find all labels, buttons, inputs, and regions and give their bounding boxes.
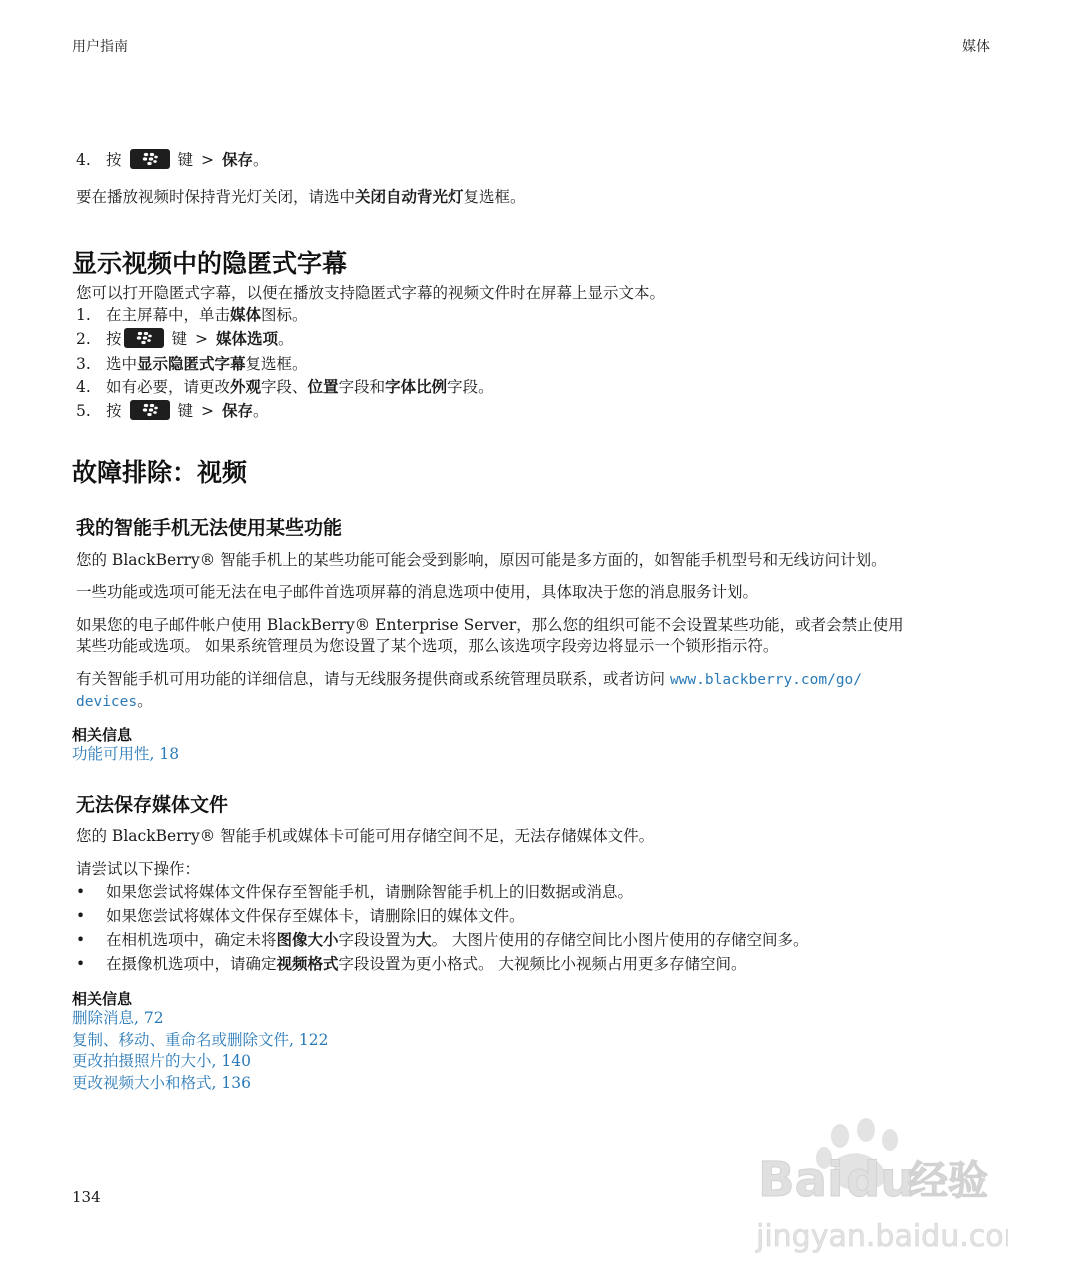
related-link[interactable]: 更改拍摄照片的大小, 140 — [72, 1052, 251, 1070]
step-4-save: 4. 按 键 > 保存。 — [76, 151, 269, 169]
svg-text:du: du — [846, 1152, 915, 1208]
list-item: • 在摄像机选项中，请确定视频格式字段设置为更小格式。 大视频比小视频占用更多存储空间。 — [76, 955, 747, 973]
related-link[interactable]: 复制、移动、重命名或删除文件, 122 — [72, 1031, 329, 1049]
header-left: 用户指南 — [72, 39, 128, 55]
watermark-url: jingyan.baidu.com — [756, 1219, 1008, 1254]
captions-step-4: 4. 如有必要，请更改外观字段、位置字段和字体比例字段。 — [76, 378, 494, 396]
section-features-heading: 我的智能手机无法使用某些功能 — [76, 517, 343, 539]
troubleshoot-heading: 故障排除：视频 — [72, 458, 248, 487]
blackberry-devices-link[interactable]: www.blackberry.com/go/ — [669, 672, 863, 688]
captions-step-1: 1. 在主屏幕中，单击媒体图标。 — [76, 306, 308, 324]
blackberry-devices-link-continued[interactable]: devices — [76, 694, 138, 710]
related-info-heading: 相关信息 — [72, 726, 133, 744]
list-item: • 在相机选项中，确定未将图像大小字段设置为大。 大图片使用的存储空间比小图片使用的存储空间多。 — [76, 931, 809, 949]
features-paragraph-4-line-2: devices。 — [76, 692, 153, 710]
blackberry-menu-key-icon — [130, 149, 170, 169]
list-item: • 如果您尝试将媒体文件保存至媒体卡，请删除旧的媒体文件。 — [76, 907, 525, 925]
backlight-note: 要在播放视频时保持背光灯关闭，请选中关闭自动背光灯复选框。 — [76, 188, 526, 206]
baidu-jingyan-watermark — [748, 1118, 1008, 1268]
blackberry-menu-key-icon — [130, 400, 170, 420]
page-number: 134 — [72, 1188, 101, 1206]
media-save-paragraph-2: 请尝试以下操作： — [76, 860, 201, 878]
baidu-paw-logo-icon — [748, 1118, 1008, 1268]
features-paragraph-4: 有关智能手机可用功能的详细信息，请与无线服务提供商或系统管理员联系，或者访问 www.blackberry.com/go/ — [76, 670, 863, 688]
blackberry-menu-key-icon — [124, 328, 164, 348]
features-paragraph-3-line-1: 如果您的电子邮件帐户使用 BlackBerry® Enterprise Server，那么您的组织可能不会设置某些功能，或者会禁止使用 — [76, 616, 904, 634]
list-item: • 如果您尝试将媒体文件保存至智能手机，请删除智能手机上的旧数据或消息。 — [76, 883, 634, 901]
captions-heading: 显示视频中的隐匿式字幕 — [72, 249, 348, 278]
related-info-heading: 相关信息 — [72, 990, 133, 1008]
related-link[interactable]: 更改视频大小和格式, 136 — [72, 1074, 251, 1092]
captions-step-5: 5. 按 键 > 保存。 — [76, 402, 269, 420]
features-paragraph-2: 一些功能或选项可能无法在电子邮件首选项屏幕的消息选项中使用，具体取决于您的消息服务计划。 — [76, 583, 759, 601]
related-link[interactable]: 功能可用性, 18 — [72, 745, 180, 763]
section-media-save-heading: 无法保存媒体文件 — [76, 794, 229, 816]
svg-text:Bai: Bai — [758, 1152, 844, 1208]
header-right: 媒体 — [962, 39, 990, 55]
related-link[interactable]: 删除消息, 72 — [72, 1009, 164, 1027]
features-paragraph-3-line-2: 某些功能或选项。 如果系统管理员为您设置了某个选项，那么该选项字段旁边将显示一个锁形指示符。 — [76, 637, 779, 655]
media-save-paragraph-1: 您的 BlackBerry® 智能手机或媒体卡可能可用存储空间不足，无法存储媒体文件。 — [76, 827, 655, 845]
features-paragraph-1: 您的 BlackBerry® 智能手机上的某些功能可能会受到影响，原因可能是多方面的，如智能手机型号和无线访问计划。 — [76, 551, 887, 569]
captions-intro: 您可以打开隐匿式字幕，以便在播放支持隐匿式字幕的视频文件时在屏幕上显示文本。 — [76, 284, 666, 302]
captions-step-3: 3. 选中显示隐匿式字幕复选框。 — [76, 355, 308, 373]
svg-text:经验: 经验 — [908, 1158, 988, 1204]
captions-step-2: 2. 按 键 > 媒体选项。 — [76, 330, 294, 348]
